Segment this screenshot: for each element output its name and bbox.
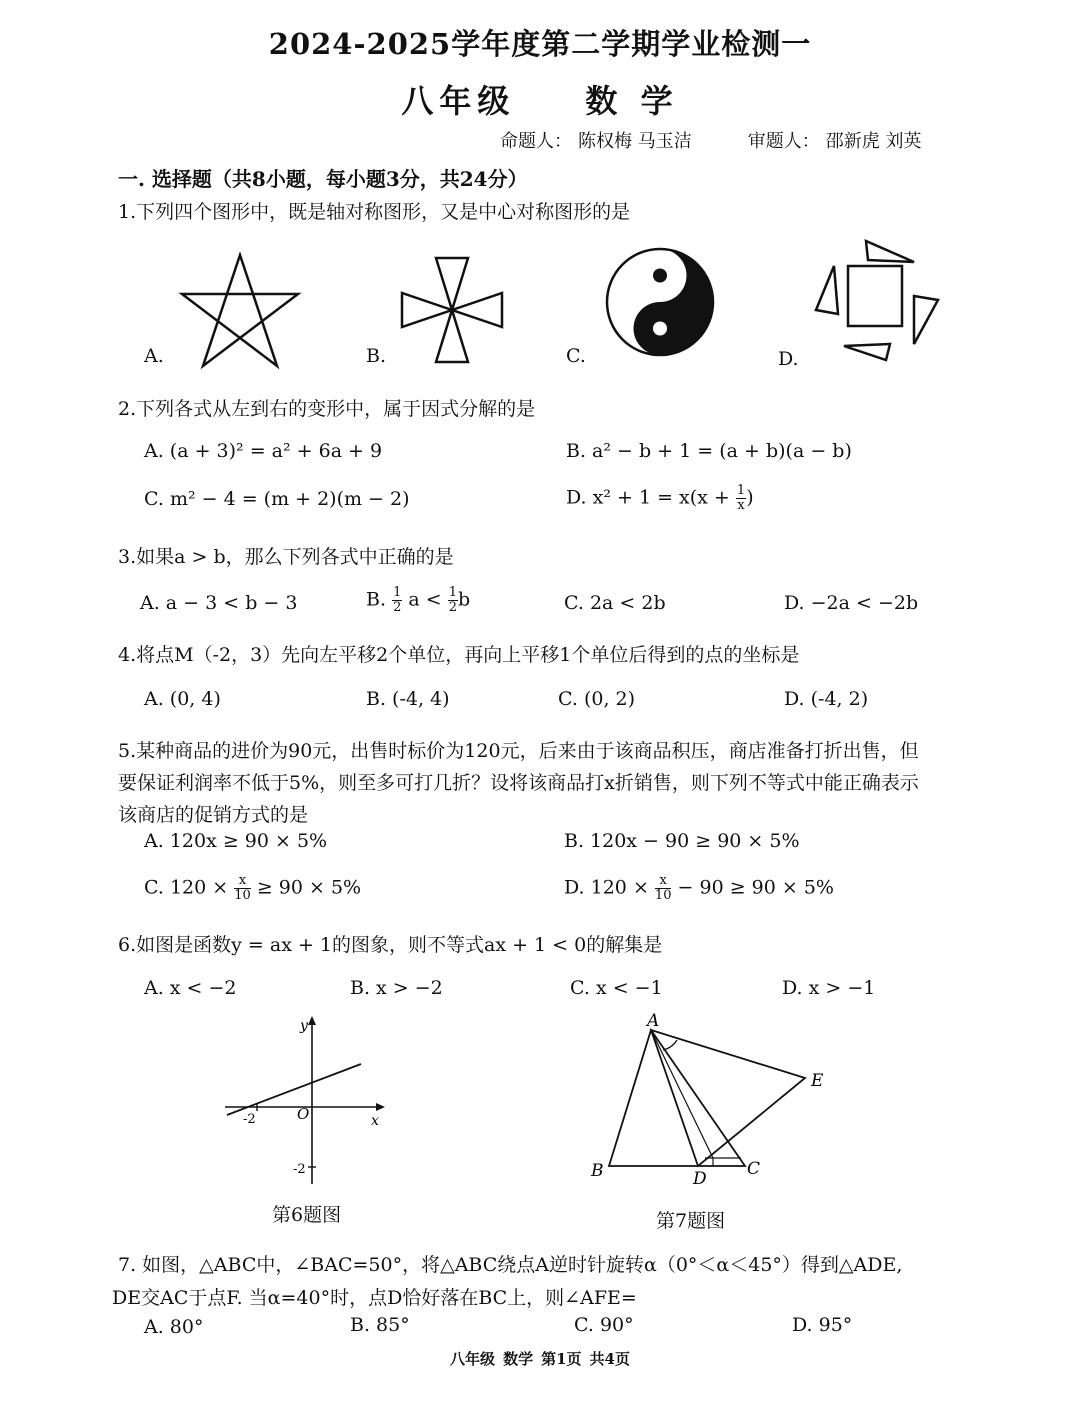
q6-option-c: C. x < −1 [570,977,663,999]
q4-option-b: B. (-4, 4) [366,688,450,710]
q1-option-b-label: B. [366,345,387,367]
q5-option-a: A. 120x ≥ 90 × 5% [144,830,328,852]
q7-option-b: B. 85° [350,1314,410,1336]
q2-option-a: A. (a + 3)² = a² + 6a + 9 [144,440,383,462]
grade-label: 八年级 [401,82,516,120]
square-triangles-figure [810,236,942,364]
q3-option-d: D. −2a < −2b [784,592,919,614]
setter-names: 陈权梅 马玉洁 [578,131,692,152]
setter-label: 命题人： [500,131,572,152]
point-b-label: B [591,1161,604,1181]
figure-7-caption: 第7题图 [656,1210,726,1232]
authors-line [500,127,927,153]
triangle-ade [651,1030,805,1166]
q6-option-d: D. x > −1 [782,977,876,999]
q2-option-d-fraction: $\frac{1}{x}$ [736,483,746,513]
q3-option-b-prefix: B. [366,588,387,611]
bowtie-figure [400,255,504,365]
graph-x-label: x [371,1113,379,1129]
triangle-abc [609,1030,745,1166]
q5-option-d [564,874,834,903]
q7-option-d: D. 95° [792,1314,853,1336]
point-a-label: A [647,1011,660,1031]
q4-option-a: A. (0, 4) [144,688,221,710]
q3-option-b [366,586,470,615]
question-2-stem: 2.下列各式从左到右的变形中，属于因式分解的是 [118,398,536,420]
footer-page-number: 第1页 [541,1350,582,1368]
q5-option-d-suffix: − 90 ≥ 90 × 5% [677,876,834,899]
q7-option-c: C. 90° [574,1314,634,1336]
q2-option-d-suffix: ) [746,486,754,509]
q5-option-c-prefix: C. 120 × [144,876,229,899]
q1-option-c-label: C. [566,345,586,367]
q5-option-b: B. 120x − 90 ≥ 90 × 5% [564,830,800,852]
subject-label: 数 学 [585,82,679,120]
q2-option-d-prefix: D. x² + 1 = x(x + [566,486,730,509]
yin-yang-figure [604,246,716,358]
q5-option-c [144,874,361,903]
q6-option-b: B. x > −2 [350,977,443,999]
q3-option-b-mid: a < [408,588,442,611]
footer-grade: 八年级 [450,1350,496,1368]
q2-option-b: B. a² − b + 1 = (a + b)(a − b) [566,440,852,462]
q2-option-c: C. m² − 4 = (m + 2)(m − 2) [144,488,410,510]
point-c-label: C [747,1159,761,1179]
q5-option-d-prefix: D. 120 × [564,876,649,899]
q6-graph [215,1012,395,1192]
q1-option-d-label: D. [778,348,799,370]
question-5-stem-line-2: 要保证利润率不低于5%，则至多可打几折？设将该商品打x折销售，则下列不等式中能正确表示 [118,772,919,794]
question-6-stem: 6.如图是函数y = ax + 1的图象，则不等式ax + 1 < 0的解集是 [118,934,663,956]
question-4-stem: 4.将点M（-2，3）先向左平移2个单位，再向上平移1个单位后得到的点的坐标是 [118,644,800,666]
question-5-stem-line-3: 该商店的促销方式的是 [118,804,309,826]
q7-option-a: A. 80° [144,1316,204,1338]
footer-subject: 数学 [503,1350,534,1368]
graph-y-neg2-label: -2 [293,1162,306,1177]
page-title: 2024-2025学年度第二学期学业检测一 [268,27,812,61]
question-7-stem-line-1: 7. 如图，△ABC中，∠BAC=50°，将△ABC绕点A逆时针旋转α（0°＜α＜45°）得到△ADE, [118,1254,903,1276]
point-d-label: D [693,1169,707,1188]
q4-option-c: C. (0, 2) [558,688,636,710]
reviewer-label: 审题人： [747,131,820,152]
q4-option-d: D. (-4, 2) [784,688,869,710]
q3-option-b-fraction-2: $\frac{1}{2}$ [448,585,458,615]
page-footer [0,1348,1080,1369]
footer-total-pages: 共4页 [589,1350,630,1368]
q3-option-c: C. 2a < 2b [564,592,666,614]
q2-option-d [566,484,754,513]
q5-option-d-fraction: $\frac{x}{10}$ [654,873,672,903]
section-title: 一. 选择题（共8小题，每小题3分，共24分） [118,167,528,191]
question-5-stem-line-1: 5.某种商品的进价为90元，出售时标价为120元，后来由于该商品积压，商店准备打折出售，但 [118,740,919,762]
grade-subject-heading [0,76,1080,122]
figure-6-caption: 第6题图 [272,1204,342,1226]
star-figure [178,252,302,370]
point-e-label: E [811,1071,824,1091]
q7-figure [585,1008,835,1188]
q3-option-b-end: b [458,588,471,611]
graph-y-label: y [300,1018,308,1034]
q5-option-c-fraction: $\frac{x}{10}$ [234,873,251,903]
question-3-stem: 3.如果a > b，那么下列各式中正确的是 [118,546,454,568]
q6-option-a: A. x < −2 [144,977,237,999]
q3-option-a: A. a − 3 < b − 3 [140,592,298,614]
q5-option-c-suffix: ≥ 90 × 5% [256,876,362,899]
graph-x-neg2-label: -2 [243,1112,256,1127]
q3-option-b-fraction-1: $\frac{1}{2}$ [393,585,402,615]
q1-option-a-label: A. [144,345,164,367]
question-7-stem-line-2: DE交AC于点F. 当α=40°时，点D恰好落在BC上，则∠AFE= [112,1287,637,1309]
graph-origin-label: O [297,1105,310,1123]
question-1-stem: 1.下列四个图形中，既是轴对称图形，又是中心对称图形的是 [118,201,631,223]
reviewer-names: 邵新虎 刘英 [825,131,922,152]
